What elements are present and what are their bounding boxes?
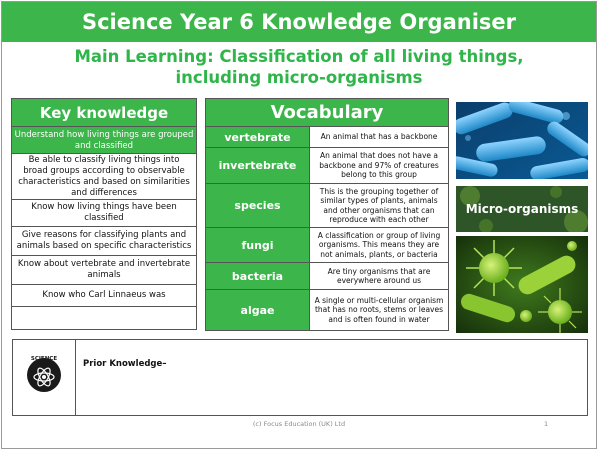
vocabulary-definition: An animal that does not have a backbone and 97% of creatures belong to this group [310,148,448,183]
green-microbes-illustration [456,236,588,333]
science-atom-icon [13,340,76,415]
page-number: 1 [544,420,549,428]
vocabulary-term: algae [206,290,310,330]
vocabulary-definition: An animal that has a backbone [310,127,448,147]
main-learning-line-2: including micro-organisms [175,68,423,87]
vocabulary-header: Vocabulary [206,99,448,127]
vocabulary-definition: A single or multi-cellular organism that has no roots, stems or leaves and is often found in water [310,290,448,330]
key-knowledge-header: Key knowledge [12,99,196,127]
key-knowledge-item: Give reasons for classifying plants and animals based on specific characteristics [12,227,196,256]
key-knowledge-subheader: Understand how living things are grouped and classified [12,127,196,154]
prior-knowledge-icon-cell [13,340,76,415]
key-knowledge-empty-row [12,307,196,329]
vocabulary-row [206,184,448,228]
vocabulary-row [206,127,448,148]
vocabulary-term: invertebrate [206,148,310,183]
vocabulary-row [206,228,448,263]
vocabulary-term: bacteria [206,263,310,289]
vocabulary-definition: A classification or group of living organisms. This means they are not animals, plants, or bacteria [310,228,448,262]
vocabulary-term: species [206,184,310,227]
copyright-footer: (c) Focus Education (UK) Ltd [252,420,346,428]
micro-organisms-banner [456,186,588,232]
main-learning-line-1: Main Learning: Classification of all living things, [74,47,524,66]
page-title: Science Year 6 Knowledge Organiser [2,2,596,42]
main-learning-heading [10,46,588,88]
science-icon-label: SCIENCE [30,356,58,362]
micro-organisms-label: Micro-organisms [465,202,579,216]
green-microbes-image [456,236,588,333]
prior-knowledge-label: Prior Knowledge– [83,359,167,369]
key-knowledge-item: Be able to classify living things into broad groups according to observable characteristics and based on similarities and differences [12,154,196,200]
vocabulary-row [206,148,448,184]
vocabulary-table [205,98,449,331]
bacteria-image [456,102,588,179]
key-knowledge-item: Know who Carl Linnaeus was [12,285,196,307]
vocabulary-definition: This is the grouping together of similar types of plants, animals and other organisms that can reproduce with each other [310,184,448,227]
vocabulary-term: fungi [206,228,310,262]
vocabulary-row [206,263,448,290]
vocabulary-row [206,290,448,330]
key-knowledge-item: Know how living things have been classified [12,200,196,227]
vocabulary-term: vertebrate [206,127,310,147]
key-knowledge-item: Know about vertebrate and invertebrate animals [12,256,196,285]
vocabulary-definition: Are tiny organisms that are everywhere around us [310,263,448,289]
key-knowledge-table [11,98,197,330]
prior-knowledge-box [12,339,588,416]
bacteria-illustration [456,102,588,179]
